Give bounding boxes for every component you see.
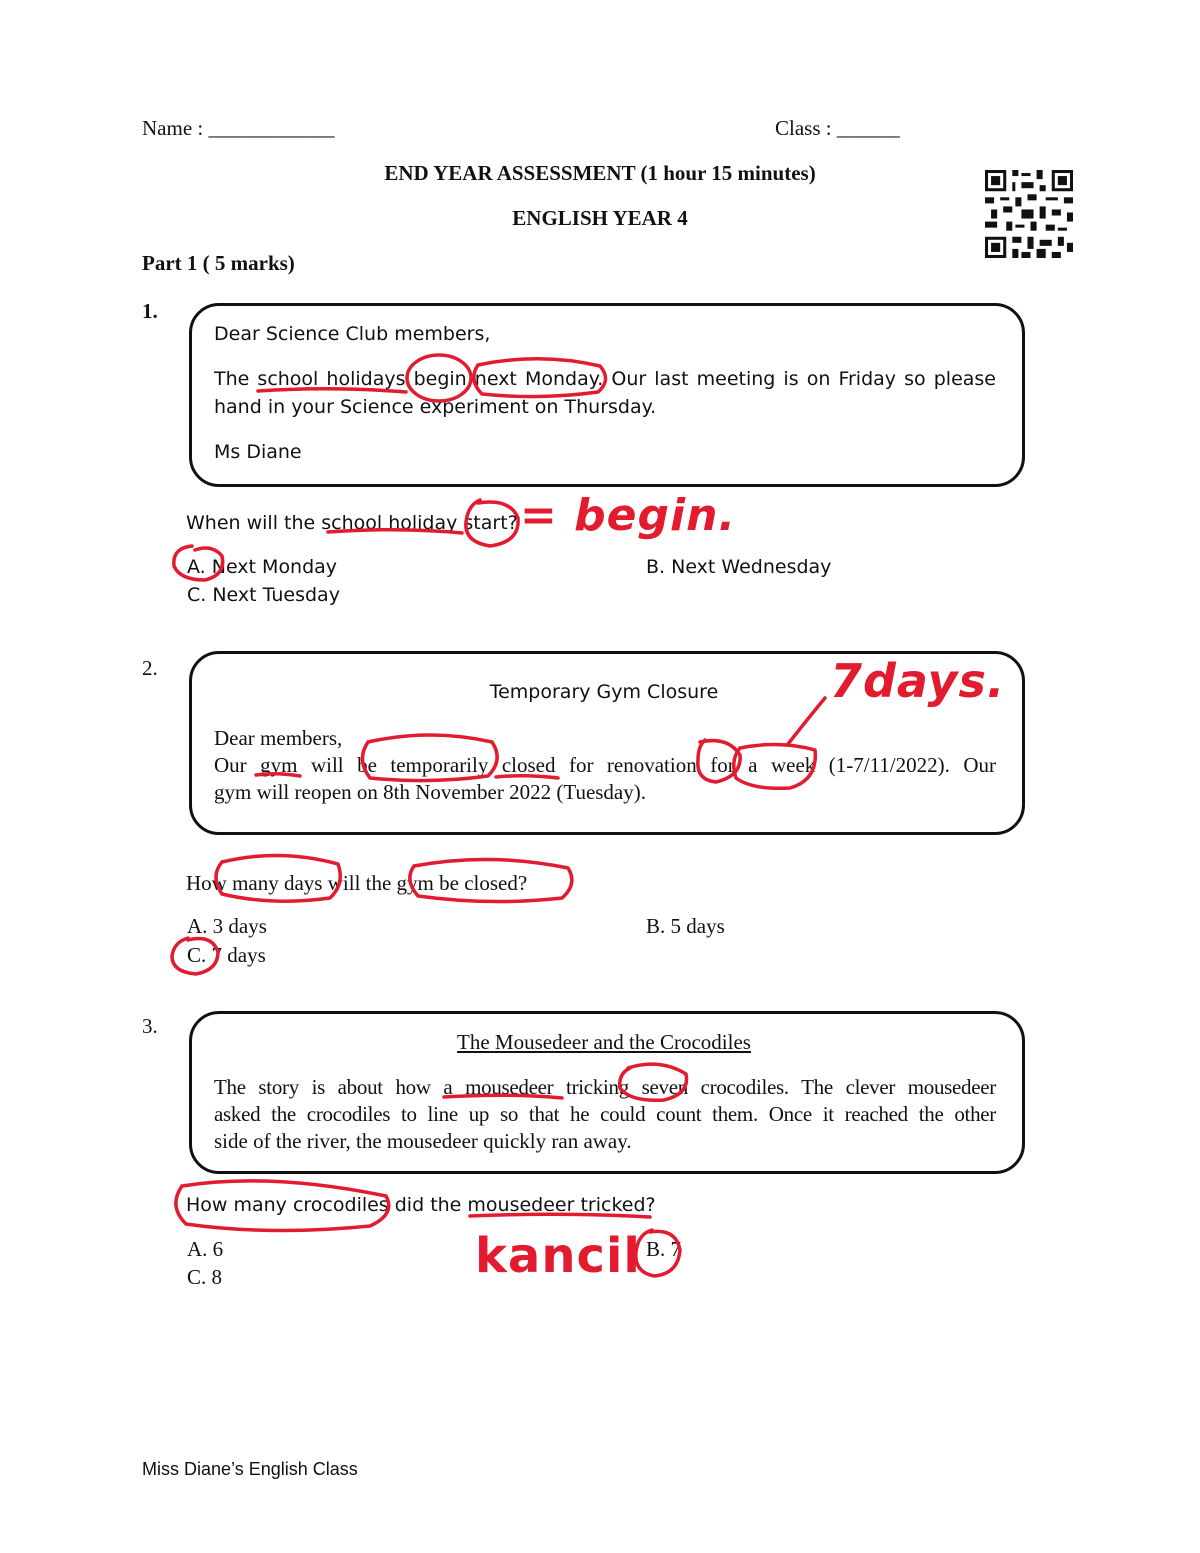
option-b[interactable]: B. 5 days — [646, 914, 725, 938]
notice-text-line: gym will reopen on 8th November 2022 (Tuesday). — [214, 780, 646, 804]
notice-text-line: The school holidays begin next Monday. Our last meeting is on Friday so please — [214, 368, 996, 390]
notice-greeting: Dear Science Club members, — [214, 323, 491, 345]
notice-text-line: hand in your Science experiment on Thursday. — [214, 396, 657, 418]
option-b[interactable]: B. Next Wednesday — [646, 556, 832, 578]
notice-signature: Ms Diane — [214, 441, 302, 463]
question-number: 1. — [142, 299, 158, 323]
option-b[interactable]: B. 7 — [646, 1237, 682, 1261]
qr-code-icon — [985, 170, 1073, 258]
question-text: How many crocodiles did the mousedeer tricked? — [186, 1194, 656, 1216]
story-text-line: The story is about how a mousedeer tricking seven crocodiles. The clever mousedeer — [214, 1075, 996, 1099]
notice-text-line: Our gym will be temporarily closed for renovation for a week (1-7/11/2022). Our — [214, 753, 996, 777]
handwritten-annotation: = begin. — [520, 490, 737, 541]
option-a[interactable]: A. Next Monday — [187, 556, 338, 578]
handwritten-annotation: 7days. — [830, 654, 1006, 708]
notice-greeting: Dear members, — [214, 726, 343, 750]
option-a[interactable]: A. 3 days — [187, 914, 267, 938]
story-text-line: side of the river, the mousedeer quickly ran away. — [214, 1129, 632, 1153]
option-a[interactable]: A. 6 — [187, 1237, 224, 1261]
story-text-line: asked the crocodiles to line up so that he could count them. Once it reached the other — [214, 1102, 996, 1126]
notice-title: Temporary Gym Closure — [489, 681, 719, 703]
option-c[interactable]: C. Next Tuesday — [187, 584, 340, 606]
option-c[interactable]: C. 7 days — [187, 943, 266, 967]
part-heading: Part 1 ( 5 marks) — [142, 251, 295, 275]
page-title: END YEAR ASSESSMENT (1 hour 15 minutes) — [384, 161, 816, 185]
option-c[interactable]: C. 8 — [187, 1265, 223, 1289]
question-number: 2. — [142, 656, 158, 680]
question-text: How many days will the gym be closed? — [186, 871, 528, 895]
handwritten-annotation: kancil — [475, 1228, 641, 1284]
question-number: 3. — [142, 1014, 158, 1038]
story-title: The Mousedeer and the Crocodiles — [457, 1030, 751, 1054]
question-text: When will the school holiday start? — [186, 512, 518, 534]
name-field: Name : ____________ — [142, 116, 335, 140]
page-subtitle: ENGLISH YEAR 4 — [512, 206, 688, 230]
footer-text: Miss Diane’s English Class — [142, 1459, 358, 1479]
class-field: Class : ______ — [775, 116, 900, 140]
